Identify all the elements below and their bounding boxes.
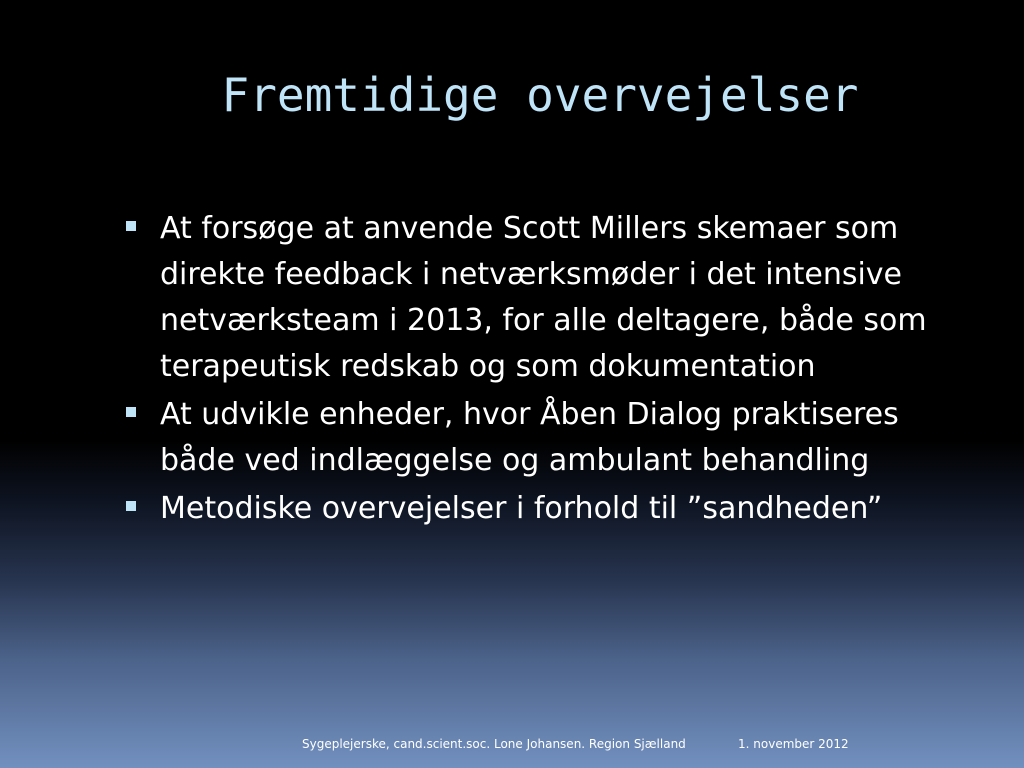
square-bullet-icon xyxy=(126,407,136,417)
footer-date: 1. november 2012 xyxy=(738,737,849,751)
footer-credit: Sygeplejerske, cand.scient.soc. Lone Johansen. Region Sjælland xyxy=(302,737,686,751)
bullet-text: At udvikle enheder, hvor Åben Dialog praktiseres både ved indlæggelse og ambulant behandling xyxy=(160,397,899,478)
bullet-list xyxy=(118,206,948,534)
square-bullet-icon xyxy=(126,501,136,511)
bullet-text: Metodiske overvejelser i forhold til ”sandheden” xyxy=(160,491,883,526)
square-bullet-icon xyxy=(126,221,136,231)
bullet-text: At forsøge at anvende Scott Millers skemaer som direkte feedback i netværksmøder i det intensive netværksteam i 2013, for alle deltagere, både som terapeutisk redskab og som dokumentation xyxy=(160,211,927,384)
bullet-item xyxy=(118,486,948,532)
slide-title: Fremtidige overvejelser xyxy=(221,68,859,122)
bullet-item xyxy=(118,206,948,390)
bullet-item xyxy=(118,392,948,484)
